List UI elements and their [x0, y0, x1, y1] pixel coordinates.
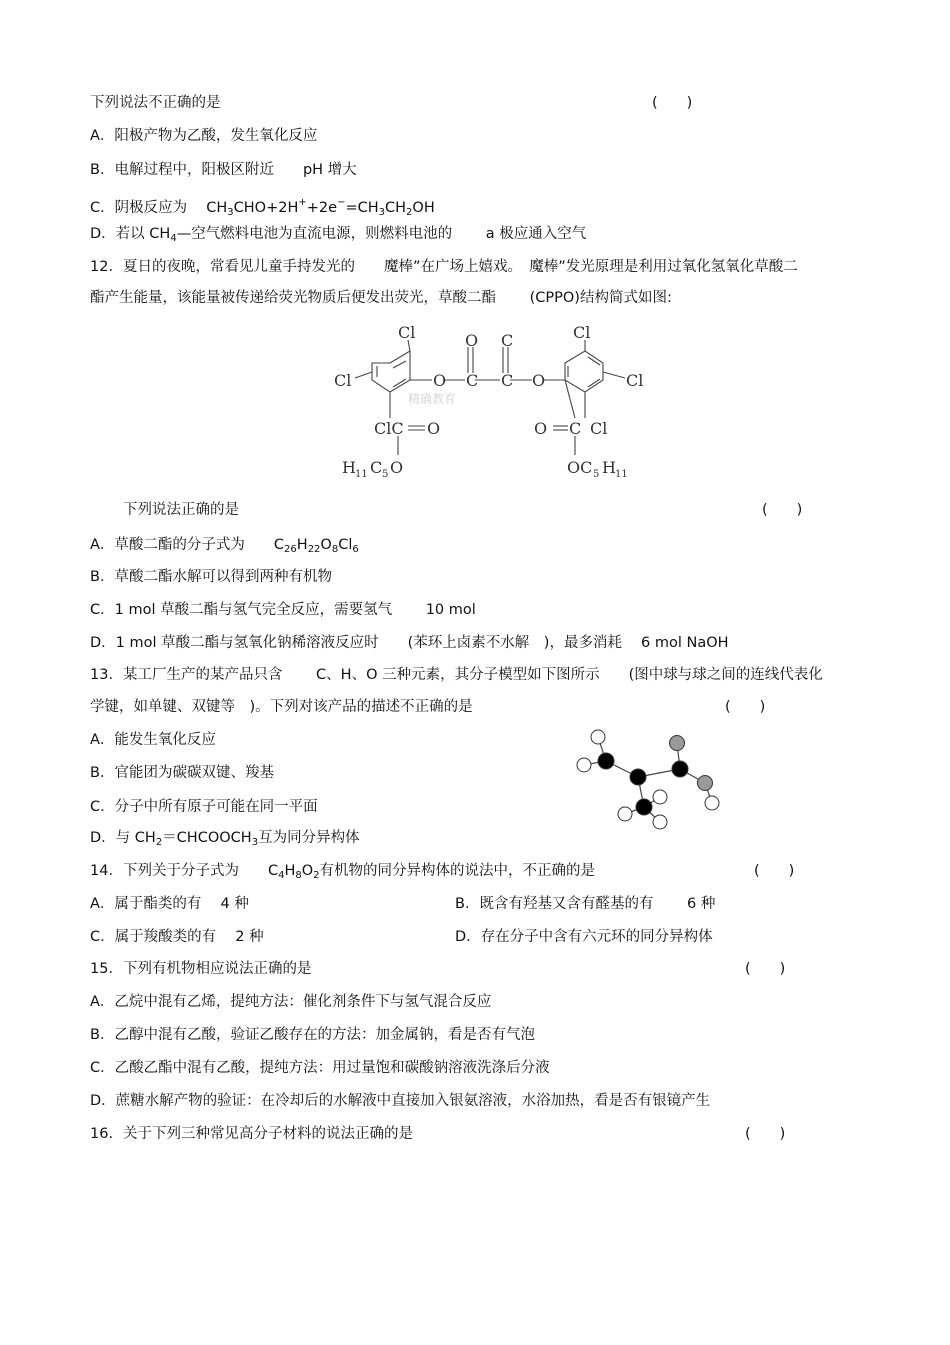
q11-option-c: C．阴极反应为 $CH_3CHO+2H^++2e^-=CH_3CH_2OH$	[90, 197, 435, 218]
atom-label: C	[370, 458, 383, 477]
atom-label: Cl	[626, 371, 644, 390]
atom-label: H	[342, 458, 356, 477]
atom-label: C	[466, 371, 479, 390]
q11-option-b: B．电解过程中，阳极区附近 pH 增大	[90, 162, 357, 178]
q15-option-a: A．乙烷中混有乙烯，提纯方法：催化剂条件下与氢气混合反应	[90, 994, 492, 1010]
q15-option-c: C．乙酸乙酯中混有乙酸，提纯方法：用过量饱和碳酸钠溶液洗涤后分液	[90, 1060, 550, 1076]
q16-answer-paren: ( )	[745, 1126, 786, 1142]
q14-answer-paren: ( )	[754, 863, 795, 879]
q12-stem: 下列说法正确的是	[123, 502, 239, 518]
q13-answer-paren: ( )	[725, 699, 766, 715]
atom-label: 5	[593, 469, 600, 480]
q14-option-a: A．属于酯类的有 4 种	[90, 896, 249, 912]
q11-option-a: A．阳极产物为乙酸，发生氧化反应	[90, 128, 318, 144]
carbon-atom	[636, 799, 652, 815]
oxygen-atom	[698, 776, 713, 791]
atom-label: Cl	[334, 371, 352, 390]
atom-label: 5	[382, 469, 389, 480]
atom-label: Cl	[590, 419, 608, 438]
atom-label: O	[532, 371, 546, 390]
atom-label: 11	[615, 469, 628, 480]
atom-label: ClC	[374, 419, 404, 438]
cppo-structure-diagram	[320, 318, 660, 483]
atom-label: H	[602, 458, 616, 477]
atom-label: OC	[567, 458, 593, 477]
atom-label: C	[569, 419, 582, 438]
oxygen-atom	[670, 736, 685, 751]
q13-option-b: B．官能团为碳碳双键、羧基	[90, 765, 274, 781]
q12-option-a: A．草酸二酯的分子式为 $C_{26}H_{22}O_8Cl_6$	[90, 537, 359, 555]
q14-option-d: D．存在分子中含有六元环的同分异构体	[455, 929, 713, 945]
q12-option-d: D．1 mol 草酸二酯与氢氧化钠稀溶液反应时 (苯环上卤素不水解 )，最多消耗 6 mol NaOH	[90, 635, 729, 651]
q13-option-c: C．分子中所有原子可能在同一平面	[90, 799, 318, 815]
q15-option-d: D．蔗糖水解产物的验证：在冷却后的水解液中直接加入银氨溶液，水浴加热，看是否有银镜产生	[90, 1093, 711, 1109]
q13-option-a: A．能发生氧化反应	[90, 732, 216, 748]
carbon-atom	[630, 769, 646, 785]
q14-stem: 14．下列关于分子式为 $C_4H_8O_2$有机物的同分异构体的说法中，不正确的是	[90, 863, 596, 881]
q12-text-line1: 12．夏日的夜晚，常看见儿童手持发光的 魔棒”在广场上嬉戏。 魔棒”发光原理是利用过氧化氢氧化草酸二	[90, 259, 798, 275]
atom-label: O	[433, 371, 447, 390]
q14-option-b: B．既含有羟基又含有醛基的有 6 种	[455, 896, 716, 912]
atom-label: 11	[355, 469, 368, 480]
q12-answer-paren: ( )	[762, 502, 803, 518]
q16-stem: 16．关于下列三种常见高分子材料的说法正确的是	[90, 1126, 413, 1142]
atom-label: O	[427, 419, 441, 438]
q13-option-d: D．与 $CH_2=CHCOOCH_3$互为同分异构体	[90, 830, 360, 848]
q13-text-line2: 学键，如单键、双键等 )。下列对该产品的描述不正确的是	[90, 699, 473, 715]
q15-stem: 15．下列有机物相应说法正确的是	[90, 961, 312, 977]
molecule-ball-stick-model	[570, 725, 730, 830]
atom-label: C	[501, 331, 514, 350]
q15-option-b: B．乙醇中混有乙酸，验证乙酸存在的方法：加金属钠，看是否有气泡	[90, 1027, 535, 1043]
hydrogen-atom	[577, 758, 591, 772]
atom-label: Cl	[573, 323, 591, 342]
q12-text-line2: 酯产生能量，该能量被传递给荧光物质后便发出荧光，草酸二酯 (CPPO)结构简式如图:	[90, 290, 672, 306]
atom-label: O	[465, 331, 479, 350]
carbon-atom	[598, 753, 614, 769]
hydrogen-atom	[653, 790, 667, 804]
q13-text-line1: 13．某工厂生产的某产品只含 C、H、O 三种元素，其分子模型如下图所示 (图中球与球之间的连线代表化	[90, 667, 823, 683]
q15-answer-paren: ( )	[745, 961, 786, 977]
q11-stem: 下列说法不正确的是	[90, 95, 221, 111]
atom-label: O	[390, 458, 404, 477]
carbon-atom	[672, 761, 688, 777]
q12-option-b: B．草酸二酯水解可以得到两种有机物	[90, 569, 332, 585]
q11-option-d: D．若以 $CH_4—$空气燃料电池为直流电源，则燃料电池的 a 极应通入空气	[90, 226, 587, 244]
q12-option-c: C．1 mol 草酸二酯与氢气完全反应，需要氢气 10 mol	[90, 602, 476, 618]
watermark-text: 精确教育	[408, 392, 457, 406]
q11-answer-paren: ( )	[652, 95, 693, 111]
atom-label: Cl	[398, 323, 416, 342]
hydrogen-atom	[618, 807, 632, 821]
q14-option-c: C．属于羧酸类的有 2 种	[90, 929, 264, 945]
hydrogen-atom	[705, 796, 719, 810]
hydrogen-atom	[653, 815, 667, 829]
atom-label: O	[534, 419, 548, 438]
atom-label: C	[501, 371, 514, 390]
hydrogen-atom	[591, 730, 605, 744]
